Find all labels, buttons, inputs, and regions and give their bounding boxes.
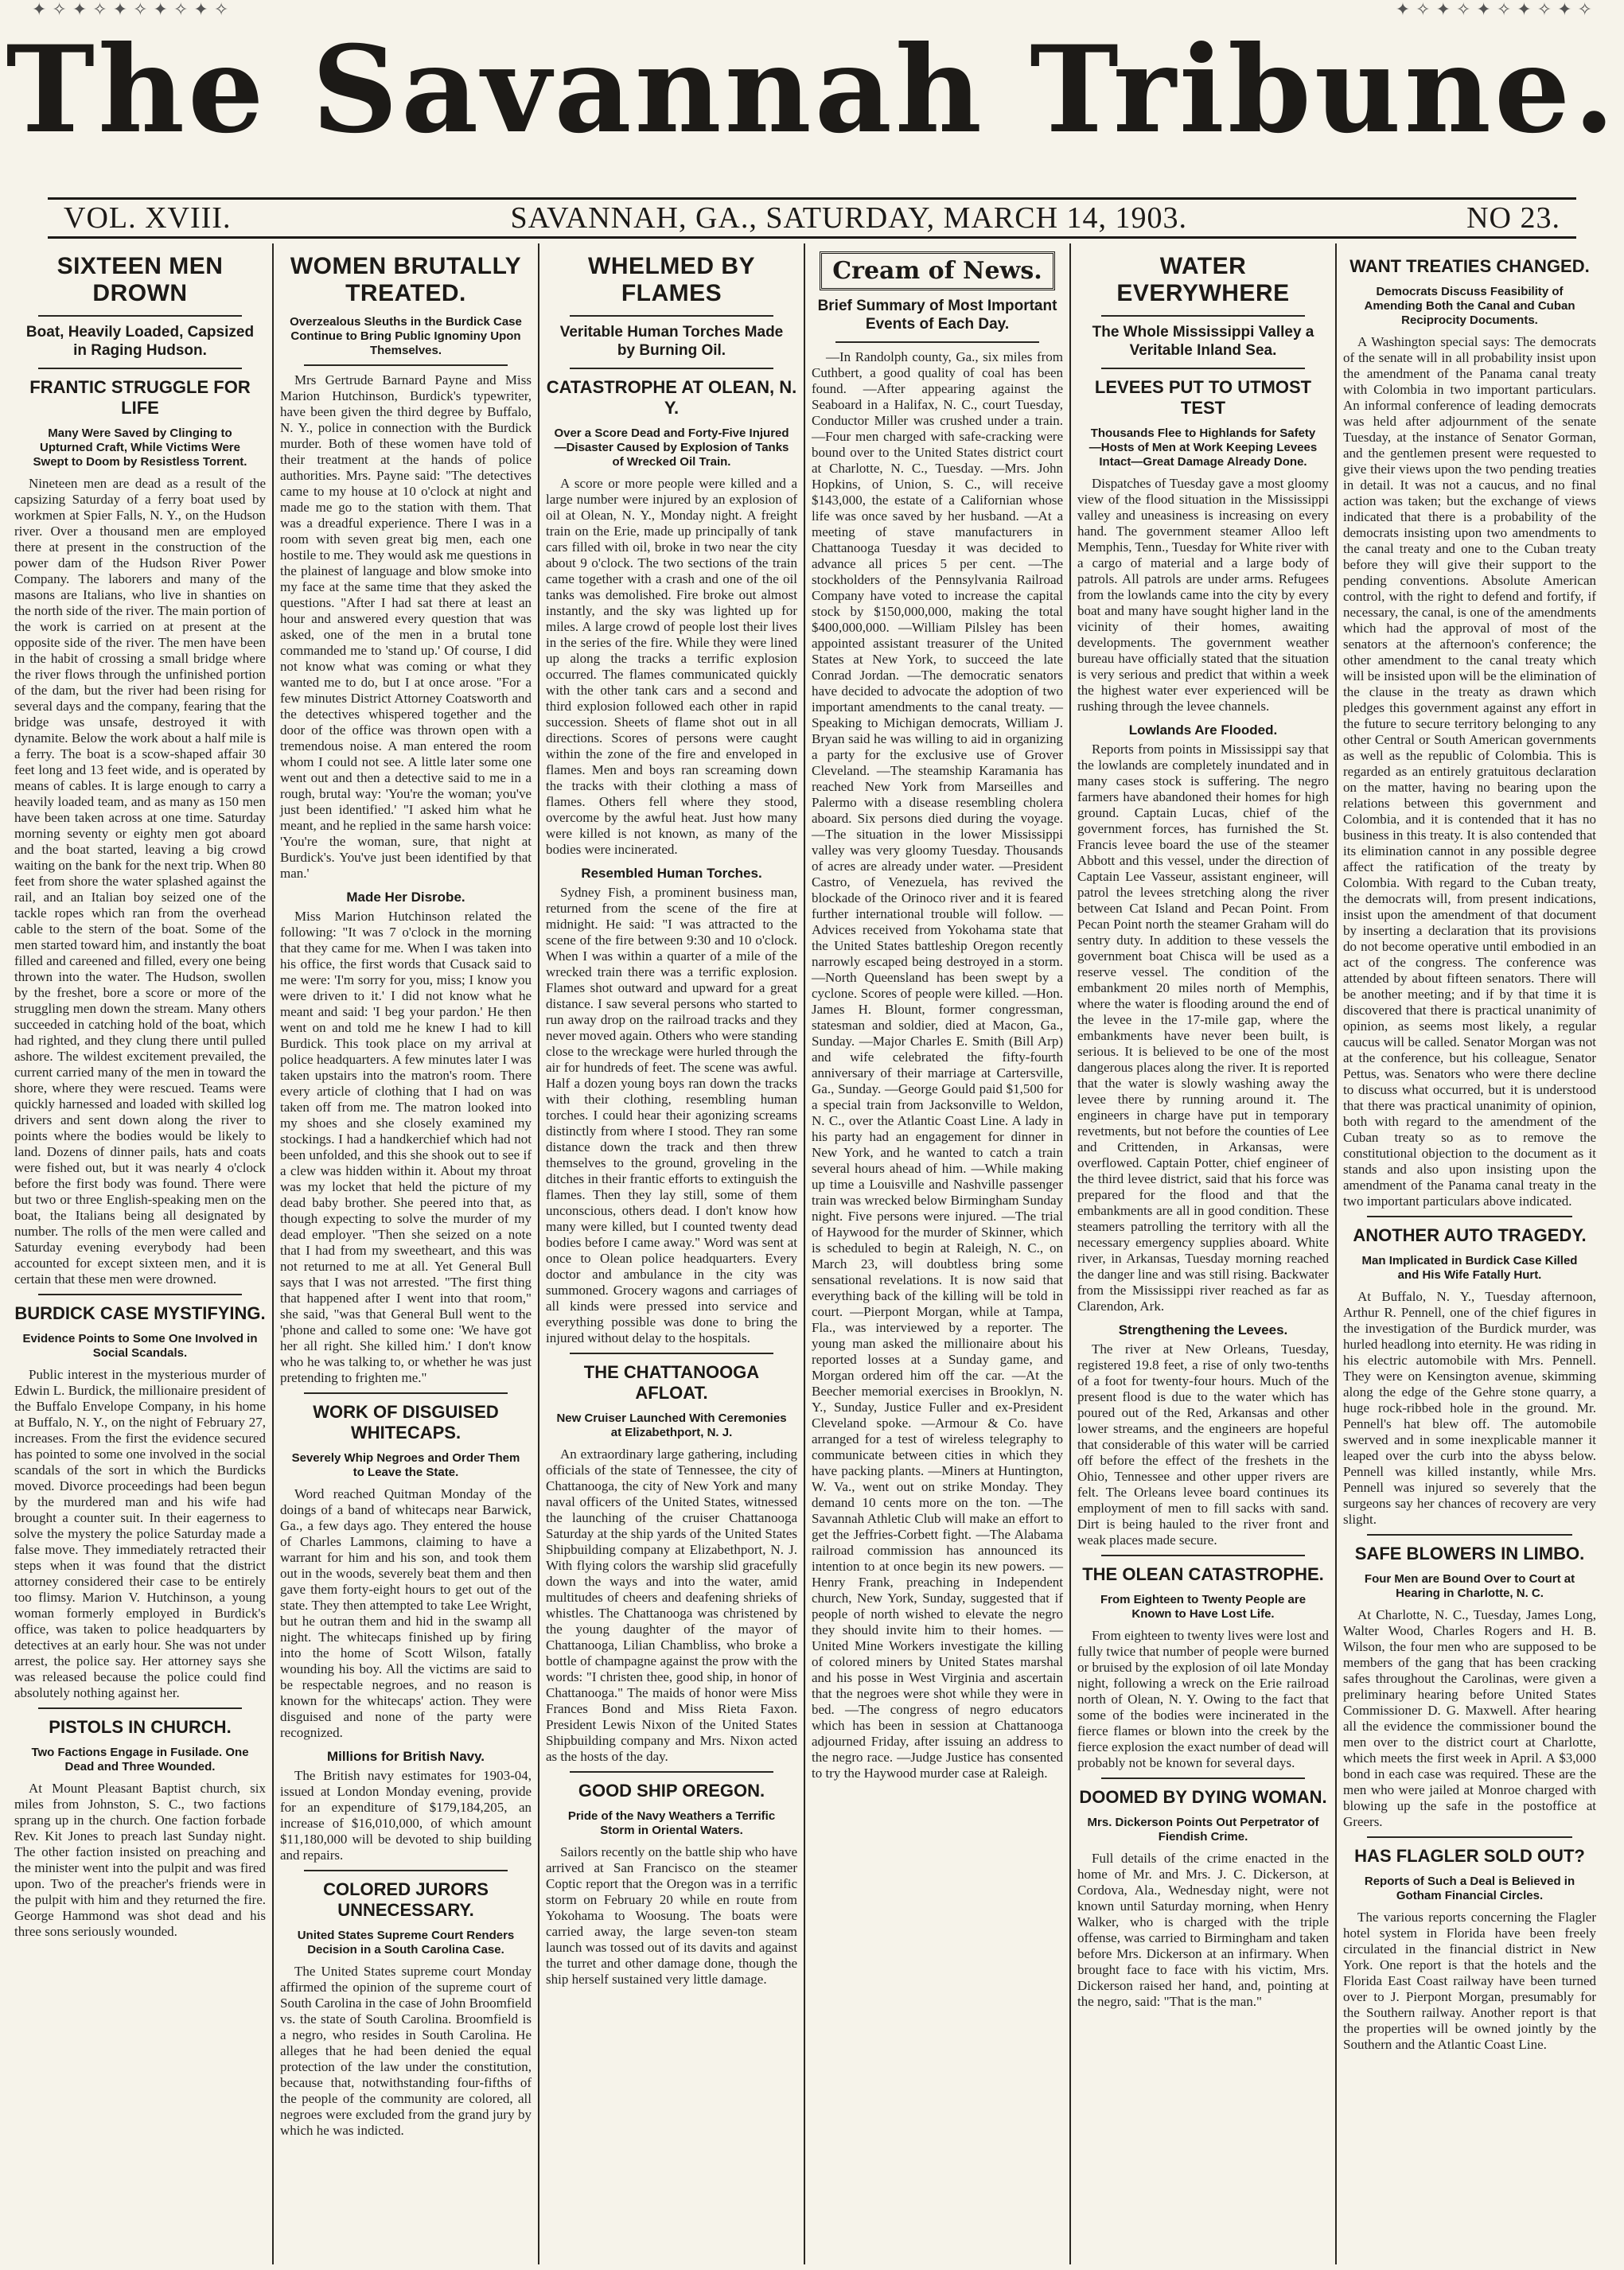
column-1 <box>8 243 274 2264</box>
article-body: A Washington special says: The democrats of the senate will in all probability insist upon the amendment of the Panama canal treaty with Colombia in two important particulars. An informal conference of leading democrats was held after adjournment of the senate Tuesday, at the instance of Senator Gorman, and the gentlemen present were requested to give their views upon the two pending treaties in detail. It was not a caucus, and no final action was taken; but the exchange of views indicated that there is a probability of the democrats insisting upon two amendments to the canal treaty and one to the Cuban treaty before they will give their support to the pending conventions. Absolute American control, with the right to defend and fortify, if necessary, the canal, is one of the amendments which had the approval of most of the senators at the afternoon's conference; the other amendment to the canal treaty which will be insisted upon will be the elimination of the clause in the treaty as drawn which pledges this government against any effort in the future to secure territory belonging to any other Central or South American governments as well as the republic of Colombia. This is regarded as an entirely gratuitous declaration on the matter, having no bearing upon the relations between this government and Colombia, and it is contended that it has no business in this treaty. It is also contended that its elimination cannot in any possible degree affect the ratification of the treaty by Colombia. With regard to the Cuban treaty, the democrats will, from present indications, insist upon the amendment of that document by inserting a declaration that its provisions do not become operative until embodied in an act of the congress. The conference was attended by about fifteen senators. There will be another meeting; and if by that time it is discovered that there is practical unanimity of opinion, as seems most likely, a regular caucus will be called. Senator Morgan was not at the conference, but his colleague, Senator Pettus, was. Senators who were there decline to discuss what occurred, but it is understood that there was practical unanimity of opinion, both with regard to the amendment of the Cuban treaty so as to remove the constitutional objection to the document as it stands and also upon insisting upon the amendment of the Panama canal treaty in the two important particulars above indicated. <box>1343 334 1596 1209</box>
article-body: An extraordinary large gathering, including officials of the state of Tennessee, the city of Chattanooga, the city of New York and many naval officers of the United States, witnessed the launching of the cruiser Chattanooga Saturday at the ship yards of the United States Shipbuilding company at Elizabethport, N. J. With flying colors the warship slid gracefully down the ways and into the water, amid multitudes of cheers and deafening shrieks of whistles. The Chattanooga was christened by the young daughter of the mayor of Chattanooga, Lilian Chambliss, who broke a bottle of champagne against the prow with the words: "I christen thee, good ship, in honor of Chattanooga." The maids of honor were Miss Frances Bond and Miss Rieta Faxon. President Lewis Nixon of the United States Shipbuilding company and Mrs. Nixon acted as the hosts of the day. <box>546 1446 797 1764</box>
article-body: Full details of the crime enacted in the home of Mr. and Mrs. J. C. Dickerson, at Cordova, Ala., Wednesday night, were not known until Saturday morning, when Henry Walker, who is charged with the triple offense, was carried to Birmingham and taken before Mrs. Dickerson at an infirmary. When brought face to face with his victim, Mrs. Dickerson raised her hand, and, pointing at the negro, said: "That is the man." <box>1077 1851 1329 2009</box>
article-body: Dispatches of Tuesday gave a most gloomy view of the flood situation in the Mississippi valley and uneasiness is increasing on every hand. The government steamer Alloo left Memphis, Tenn., Tuesday for White river with a cargo of material and a large body of patrols. All patrols are under arms. Refugees from the lowlands came into the city by every boat and many have sought higher land in the vicinity of their homes, awaiting developments. The government weather bureau have officially stated that the situation is very serious and predict that within a week the highest water ever experienced will be rushing through the levee channels. <box>1077 476 1329 714</box>
newspaper-title: The Savannah Tribune. <box>6 20 1618 160</box>
column-4 <box>805 243 1071 2264</box>
small-deck: Many Were Saved by Clinging to Upturned Craft, While Victims Were Swept to Doom by Resistless Torrent. <box>33 426 247 469</box>
deck: Brief Summary of Most Important Events of Each Day. <box>817 298 1057 333</box>
divider <box>1101 315 1305 317</box>
small-deck: United States Supreme Court Renders Decision in a South Carolina Case. <box>297 1929 515 1957</box>
article-body: The United States supreme court Monday affirmed the opinion of the supreme court of South Carolina in the case of John Broomfield vs. the state of South Carolina. Broomfield is a negro, who resides in South Carolina. He alleges that he had been denied the equal protection of the law under the constitution, because that, notwithstanding four-fifths of the people of the community are colored, all negroes were excluded from the grand jury by which he was indicted. <box>280 1964 532 2138</box>
divider <box>38 315 242 317</box>
mini-head: Lowlands Are Flooded. <box>1128 722 1278 738</box>
small-deck: New Cruiser Launched With Ceremonies at Elizabethport, N. J. <box>556 1411 787 1439</box>
divider <box>1367 1216 1572 1217</box>
columns <box>8 243 1616 2264</box>
divider <box>570 1771 773 1773</box>
article-body: Nineteen men are dead as a result of the capsizing Saturday of a ferry boat used by workmen at Spier Falls, N. Y., on the Hudson river. Over a thousand men are employed there at present in the construction of the power dam of the Hudson River Power Company. The laborers and many of the masons are Italians, who live in shanties on the north side of the river. The main portion of the work is carried on at present at the opposite side of the river. The men have been in the habit of crossing a small bridge where the river flows through the unfinished portion of the dam, but the river had been rising for several days and the company, fearing that the bridge was unsafe, destroyed it with dynamite. Below the work about a half mile is a ferry. The boat is a scow-shaped affair 30 feet long and 13 feet wide, and is operated by means of cables. It is large enough to carry a heavily loaded team, and as many as 150 men have been taken across at one time. Saturday morning seventy or eighty men got aboard and the boat started, leaving a big crowd waiting on the bank for the next trip. When 80 feet from shore the water splashed against the rail, and an Italian boy seized one of the tackle ropes which ran from the overhead cable to the stern of the boat. Some of the men started toward him, and instantly the boat filled and careened and filled, every one being thrown into the water. The Hudson, swollen by the freshet, bore a score or more of the struggling men down the stream. Many others succeeded in catching hold of the boat, which had righted, and they clung there until pulled ashore. The wildest excitement prevailed, the current carried many of the men in toward the shore, where they were rescued. Teams were quickly harnessed and loaded with skilled log drivers and sent down along the river to points where the bodies would be likely to land. Dozens of dinner pails, hats and coats were fished out, but it was nearly 4 o'clock before the first body was found. There were but two or three English-speaking men on the boat, the Italians being all designated by number. The rolls of the men were called and Saturday evening everybody had been accounted for except sixteen men, and it is certain that these men were drowned. <box>14 476 267 1287</box>
subhead: WORK OF DISGUISED WHITECAPS. <box>313 1402 499 1443</box>
small-deck: Over a Score Dead and Forty-Five Injured—Disaster Caused by Explosion of Tanks of Wrecked Oil Train. <box>554 426 789 469</box>
article-body: Sailors recently on the battle ship who have arrived at San Francisco on the steamer Coptic report that the Oregon was in a terrific storm on February 20 while en route from Yokohama to Woosung. The boats were carried away, the large seven-ton steam launch was tossed out of its davits and against the turret and other damage done, though the ship herself sustained very little damage. <box>546 1844 797 1987</box>
article-body: A score or more people were killed and a large number were injured by an explosion of oil at Olean, N. Y., Monday night. A freight train on the Erie, made up principally of tank cars filled with oil, broke in two near the city about 9 o'clock. The two sections of the train came together with a crash and one of the oil tanks was demolished. Fire broke out almost instantly, and the sky was lighted up for miles. A large crowd of people lost their lives in the series of the fire. While they were lined up along the tracks a terrific explosion occurred. The flames communicated quickly with the other tank cars and a second and third explosion followed each other in rapid succession. Sheets of flame shot out in all directions. Scores of persons were caught within the zone of the fire and enveloped in flames. Men and boys ran screaming down the tracks with their clothing a mass of flames. Others fell where they stood, overcome by the awful heat. Just how many were killed is not known, as many of the bodies were incinerated. <box>546 476 797 857</box>
small-deck: Pride of the Navy Weathers a Terrific Storm in Oriental Waters. <box>567 1809 776 1837</box>
article-body: Word reached Quitman Monday of the doings of a band of whitecaps near Barwick, Ga., a few days ago. They entered the house of Charles Lammons, claiming to have a warrant for him and his son, and took them out in the woods, severely beat them and then gave them forty-eight hours to get out of the state. They then attempted to take Lee Wright, but he outran them and hid in the swamp all night. The whitecaps finished up by firing into the home of Scott Wilson, fatally wounding his boy. All the victims are said to be respectable negroes, and no reason is known for the whitecaps' action. They were disguised and none of the party were recognized. <box>280 1486 532 1740</box>
ornament-icon: ✦ ✧ ✦ ✧ ✦ ✧ ✦ ✧ ✦ ✧ <box>32 0 229 20</box>
divider <box>570 368 773 369</box>
divider <box>304 1392 508 1394</box>
subhead: THE OLEAN CATASTROPHE. <box>1082 1564 1324 1584</box>
small-deck: From Eighteen to Twenty People are Known to Have Lost Life. <box>1100 1593 1307 1621</box>
divider <box>1101 1777 1305 1779</box>
divider <box>304 364 508 366</box>
divider <box>1367 1836 1572 1838</box>
article-body: —In Randolph county, Ga., six miles from Cuthbert, a good quality of coal has been found. —After appearing against the Seaboard in a Halifax, N. C., court Tuesday, Conductor Miller was crushed under a train. —Four men charged with safe-cracking were bound over to the United States district court at Charlotte, N. C., Tuesday. —Mrs. John Hopkins, of Union, S. C., will receive $143,000, the estate of a Californian whose life was once saved by her husband. —At a meeting of stave manufacturers in Chattanooga Tuesday it was decided to advance all prices 5 per cent. —The stockholders of the Pennsylvania Railroad Company have voted to increase the capital stock by $150,000,000, making the total $400,000,000. —William Pilsley has been appointed assistant treasurer of the United States at New York, to succeed the late Conrad Jordan. —The democratic senators have decided to advocate the adoption of two important amendments to the canal treaty. —Speaking to Michigan democrats, William J. Bryan said he was willing to aid in organizing a party for the exclusive use of Grover Cleveland. —The steamship Karamania has reached New York from Marseilles and Palermo with a disease resembling cholera aboard. Six persons died during the voyage. —The situation in the lower Mississippi valley was very gloomy Tuesday. Thousands of acres are already under water. —President Castro, of Venezuela, has revived the blockade of the Orinoco river and it is feared further international trouble will follow. —Advices received from Yokohama state that the United States battleship Oregon recently narrowly escaped being destroyed in a storm. —North Queensland has been swept by a cyclone. Scores of people were killed. —Hon. James H. Blount, former congressman, statesman and soldier, died at Macon, Ga., Sunday. —Major Charles E. Smith (Bill Arp) and wife celebrated the fifty-fourth anniversary of their marriage at Cartersville, Ga., Sunday. —George Gould paid $1,500 for a special train from Jacksonville to Weldon, N. C., over the Atlantic Coast Line. A lady in his party had an engagement for dinner in New York, and he wanted to catch a train several hours ahead of him. —While making up time a Louisville and Nashville passenger train was wrecked below Birmingham Sunday night. Five persons were injured. —The trial of Haywood for the murder of Skinner, which is scheduled to begin at Raleigh, N. C., on March 23, will doubtless bring some sensational revelations. It is now said that everything back of the killing will be told in court. —Pierpont Morgan, while at Tampa, Fla., was interviewed by a reporter. The young man asked the millionaire about his reported losses at a Sunday game, and Morgan ordered him off the car. —At the Beecher memorial exercises in Brooklyn, N. Y., Sunday, Justice Fuller and ex-President Cleveland spoke. —Armour & Co. have arranged for a test of wireless telegraphy to communicate between cities in which they have packing plants. —Miners at Huntington, W. Va., went out on strike Monday. They demand 10 cents more on the ton. —The Savannah Athletic Club will make an effort to get the Jeffries-Corbett fight. —The Alabama railroad commission has announced its intention to at once begin its new powers. —Henry Frank, preaching in Independent church, New York, Sunday, suggested that if people of north wished to elevate the negro they should invite him to their homes. —United Mine Workers investigate the killing of colored miners by United States marshal and his posse in West Virginia and ascertain that the negroes were shot while they were in bed. —The congress of negro educators which has been in session at Chattanooga adjourned Friday, after issuing an address to the negro race. —Judge Justice has consented to try the Haywood murder case at Raleigh. <box>812 349 1063 1781</box>
ornament-icon: ✦ ✧ ✦ ✧ ✦ ✧ ✦ ✧ ✦ ✧ <box>1395 0 1592 20</box>
article-body: The river at New Orleans, Tuesday, registered 19.8 feet, a rise of only two-tenths of a foot for twenty-four hours. Much of the present flood is due to the water which has poured out of the Red, Arkansas and other lower streams, and the engineers are hopeful that considerable of this water will be carried off before the effect of the freshets in the Ohio, Tennessee and other upper rivers are felt. The Orleans levee board continues its employment of men to fill sacks with sand. Dirt is being hauled to the river front and weak places made secure. <box>1077 1341 1329 1548</box>
headline: WHELMED BY FLAMES <box>588 253 755 306</box>
small-deck: Man Implicated in Burdick Case Killed and His Wife Fatally Hurt. <box>1361 1254 1578 1282</box>
subhead: COLORED JURORS UNNECESSARY. <box>323 1879 489 1920</box>
mini-head: Strengthening the Levees. <box>1118 1322 1288 1337</box>
deck: Veritable Human Torches Made by Burning Oil. <box>559 324 784 359</box>
subhead: GOOD SHIP OREGON. <box>578 1781 765 1801</box>
small-deck: Democrats Discuss Feasibility of Amending Both the Canal and Cuban Reciprocity Documents. <box>1364 285 1575 327</box>
small-deck: Evidence Points to Some One Involved in Social Scandals. <box>22 1332 258 1360</box>
subhead: SAFE BLOWERS IN LIMBO. <box>1354 1544 1585 1563</box>
subhead: LEVEES PUT TO UTMOST TEST <box>1094 377 1312 418</box>
article-body: From eighteen to twenty lives were lost and fully twice that number of people were burned or bruised by the explosion of oil late Monday night, following a wreck on the Erie railroad north of Olean, N. Y. Owing to the fact that some of the bodies were incinerated in the fierce flames or blown into the creek by the fierce explosion the exact number of dead will probably not be known for several days. <box>1077 1628 1329 1770</box>
subhead: DOOMED BY DYING WOMAN. <box>1079 1787 1327 1807</box>
article-body: At Charlotte, N. C., Tuesday, James Long, Walter Wood, Charles Rogers and H. B. Wilson, the four men who are supposed to be members of the gang that has been cracking safes throughout the Carolinas, were given a preliminary hearing before United States Commissioner D. G. Maxwell. After hearing all the evidence the commissioner bound the men over to the district court at Charlotte, which meets the first week in April. A $3,000 bond in each case was required. These are the men who were jailed at Monroe charged with blowing up the safe in the postoffice at Greers. <box>1343 1607 1596 1829</box>
cream-of-news-box: Cream of News. <box>820 251 1055 290</box>
issue-number: NO 23. <box>1466 201 1560 235</box>
small-deck: Two Factions Engage in Fusilade. One Dead and Three Wounded. <box>31 1746 249 1774</box>
divider <box>304 1870 508 1871</box>
article-body: Sydney Fish, a prominent business man, returned from the scene of the fire at midnight. He said: "I was attracted to the scene of the fire between 9:30 and 10 o'clock. When I was within a quarter of a mile of the wrecked train there was a terrific explosion. Flames shot outward and upward for a great distance. I saw several persons who started to run away drop on the railroad tracks and they never moved again. Others who were standing close to the wreckage were hurled through the air for hundreds of feet. The scene was awful. Half a dozen young boys ran down the tracks with their clothing, resembling human torches. I could hear their agonizing screams distinctly from where I stood. They ran some distance down the track and then threw themselves to the ground, groveling in the ditches in their frantic efforts to extinguish the flames. Then they lay still, some of them unconscious, others dead. I don't know how many were killed, but I counted twenty dead bodies before I came away." Word was sent at once to Olean police headquarters. Every doctor and ambulance in the city was summoned. Grocery wagons and carriages of all kinds were pressed into service and everything possible was done to bring the injured without delay to the hospitals. <box>546 885 797 1345</box>
article-body: The various reports concerning the Flagler hotel system in Florida have been freely circulated in the financial district in New York. One report is that the hotels and the Florida East Coast railway have been turned over to J. Pierpont Morgan, presumably for the Southern railway. Another report is that the properties will be owned jointly by the Southern and the Atlantic Coast Line. <box>1343 1910 1596 2052</box>
column-6 <box>1337 243 1603 2264</box>
small-deck: Mrs. Dickerson Points Out Perpetrator of Fiendish Crime. <box>1087 1816 1319 1844</box>
headline: WOMEN BRUTALLY TREATED. <box>290 253 522 306</box>
divider <box>38 368 242 369</box>
headline: WANT TREATIES CHANGED. <box>1349 256 1590 276</box>
headline: SIXTEEN MEN DROWN <box>56 253 224 306</box>
volume-label: VOL. XVIII. <box>64 201 232 235</box>
article-body: At Buffalo, N. Y., Tuesday afternoon, Arthur R. Pennell, one of the chief figures in the investigation of the Burdick murder, was hurled headlong into eternity. He was riding in his electric automobile with Mrs. Pennell. They were on Kensington avenue, skimming along the edge of the Gehre stone quarry, a huge rock-ribbed hole in the ground. Mr. Pennell's hat blew off. The automobile swerved and in some inexplicable manner it leaped over the curb into the abyss below. Pennell was killed instantly, while Mrs. Pennell was injured so severely that the surgeons say her chances of recovery are very slight. <box>1343 1289 1596 1527</box>
headline: WATER EVERYWHERE <box>1116 253 1290 306</box>
mini-head: Made Her Disrobe. <box>346 890 465 905</box>
column-3 <box>539 243 805 2264</box>
subhead: PISTOLS IN CHURCH. <box>49 1717 232 1737</box>
article-body: The British navy estimates for 1903-04, issued at London Monday evening, provide for an expenditure of $179,184,205, an increase of $16,010,000, of which amount $11,180,000 will be devoted to ship building and repairs. <box>280 1768 532 1863</box>
mini-head: Millions for British Navy. <box>326 1749 485 1764</box>
small-deck: Overzealous Sleuths in the Burdick Case Continue to Bring Public Ignominy Upon Themselves. <box>290 315 522 357</box>
subhead: FRANTIC STRUGGLE FOR LIFE <box>29 377 251 418</box>
subhead: HAS FLAGLER SOLD OUT? <box>1354 1846 1585 1866</box>
deck: Boat, Heavily Loaded, Capsized in Raging Hudson. <box>25 324 255 359</box>
dateline <box>48 197 1576 239</box>
divider <box>1367 1534 1572 1536</box>
divider <box>38 1294 242 1295</box>
small-deck: Severely Whip Negroes and Order Them to Leave the State. <box>291 1451 520 1479</box>
article-body: Reports from points in Mississippi say that the lowlands are completely inundated and in many cases stock is suffering. The negro farmers have abandoned their homes for high ground. Captain Lucas, chief of the government forces, has furnished the St. Francis levee board the use of the steamer Abbott and this vessel, under the direction of Captain Lee Vasseur, assistant engineer, will patrol the levees stretching along the river between Cat Island and Pecan Point. From Pecan Point north the steamer Graham will do sentry duty. In addition to these vessels the government boat Chisca will be used as a reserve vessel. The condition of the embankment 20 miles north of Memphis, where the water is flooding around the end of the levee in the 17-mile gap, where the embankments have never been built, is serious. It is believed to be one of the most dangerous places along the river. It is reported that the water is slowly washing away the levee there by running around it. The engineers in charge have put in temporary revetments, but not before the counties of Lee and Crittenden, in Arkansas, were overflowed. Captain Potter, chief engineer of the third levee district, said that his force was prepared for the flood and that the embankments are all in good condition. These steamers patrolling the territory with all the necessary emergency supplies aboard. White river, in Arkansas, Tuesday morning reached the danger line and was still rising. Backwater from the Mississippi river reached as far as Clarendon, Ark. <box>1077 742 1329 1314</box>
small-deck: Four Men are Bound Over to Court at Hearing in Charlotte, N. C. <box>1364 1572 1575 1600</box>
divider <box>1101 368 1305 369</box>
divider <box>38 1707 242 1709</box>
masthead <box>0 0 1624 189</box>
mini-head: Resembled Human Torches. <box>581 866 762 881</box>
divider <box>835 341 1039 343</box>
divider <box>570 315 773 317</box>
place-date: SAVANNAH, GA., SATURDAY, MARCH 14, 1903. <box>510 201 1188 235</box>
small-deck: Reports of Such a Deal is Believed in Gotham Financial Circles. <box>1364 1875 1575 1902</box>
article-body: Miss Marion Hutchinson related the following: "It was 7 o'clock in the morning that they came for me. When I was taken into his office, the first words that Cusack said to me were: 'I'm sorry for you, miss; I know you were driven to it.' I did not know what he meant and said: 'I beg your pardon.' He then went on and told me he knew I had to kill Burdick. This took place on my arrival at police headquarters. A few minutes later I was taken upstairs into the matron's room. There every article of clothing that I had on was taken off from me. The matron looked into my shoes and she closely examined my stockings. I had a handkerchief which had not been unfolded, and this she shook out to see if a clew was hidden within it. About my throat was my locket that held the picture of my dead baby brother. She peered into that, as though expecting to solve the murder of my dead employer. "Then she seized on a note that I had from my sweetheart, and this was not returned to me at all. Yet General Bull says that I was not arrested. "The first thing that happened after I went into that room," she said, "was that General Bull went to the 'phone and called to some one: 'We have got her all right. She killed him.' I don't know who he was talking to, or whether he was just pretending to frighten me." <box>280 909 532 1385</box>
subhead: CATASTROPHE AT OLEAN, N. Y. <box>546 377 797 418</box>
subhead: THE CHATTANOOGA AFLOAT. <box>583 1362 760 1403</box>
divider <box>1101 1555 1305 1556</box>
column-2 <box>274 243 539 2264</box>
small-deck: Thousands Flee to Highlands for Safety—Hosts of Men at Work Keeping Levees Intact—Great Damage Already Done. <box>1089 426 1318 469</box>
article-body: Mrs Gertrude Barnard Payne and Miss Marion Hutchinson, Burdick's typewriter, have been given the third degree by Buffalo, N. Y., police in connection with the Burdick murder. Both of these women have told of their treatment at the hands of police authorities. Mrs. Payne said: "The detectives came to my house at 10 o'clock at night and made me go to the station with them. That was a dreadful experience. There I was in a room with seven great big men, each one hostile to me. They would ask me questions in the plainest of language and blow smoke into my face at the same time that they asked the questions. "After I had sat there at least an hour and answered every question that was asked, one of the men in a brutal tone commanded me to 'stand up.' Of course, I did not know what was coming or what they wanted me to do, but I at once arose. "For a few minutes District Attorney Coatsworth and the detectives whispered together and the door of the office was thrown open with a tremendous noise. A man entered the room whom I could not see. A little later some one went out and then a detective said to me in a rough, brutal way: 'You're the woman; you've just been identified.' "I asked him what he meant, and he replied in the same harsh voice: 'You're the woman, sure, that night at Burdick's. You've just been identified by that man.' <box>280 372 532 881</box>
article-body: At Mount Pleasant Baptist church, six miles from Johnston, S. C., two factions sprang up in the church. One faction forbade Rev. Kit Jones to preach last Sunday night. The other faction insisted on preaching and the minister went into the pulpit and was fired upon. Two of the preacher's friends were in the pulpit with him and they returned the fire. George Hammond was shot dead and his three sons seriously wounded. <box>14 1781 266 1939</box>
column-5 <box>1071 243 1337 2264</box>
deck: The Whole Mississippi Valley a Veritable Inland Sea. <box>1092 324 1314 359</box>
article-body: Public interest in the mysterious murder of Edwin L. Burdick, the millionaire president of the Buffalo Envelope Company, in his home at Buffalo, N. Y., on the night of February 27, increases. From the first the evidence secured has pointed to some one involved in the social scandals of the sort in which the Burdicks moved. Divorce proceedings had been begun by the murdered man and his wife had brought a counter suit. In their eagerness to solve the mystery the police Saturday made a false move. They immediately retracted their steps when it was found that the district attorney considered their case to be entirely too flimsy. Marion V. Hutchinson, a young woman formerly employed in Burdick's office, was taken to police headquarters by detectives at an early hour. She was not under arrest, the police say. Her attorney says she was released because the police could find absolutely nothing against her. <box>14 1367 266 1700</box>
subhead: BURDICK CASE MYSTIFYING. <box>14 1303 266 1323</box>
subhead: ANOTHER AUTO TRAGEDY. <box>1353 1225 1587 1245</box>
divider <box>570 1353 773 1354</box>
